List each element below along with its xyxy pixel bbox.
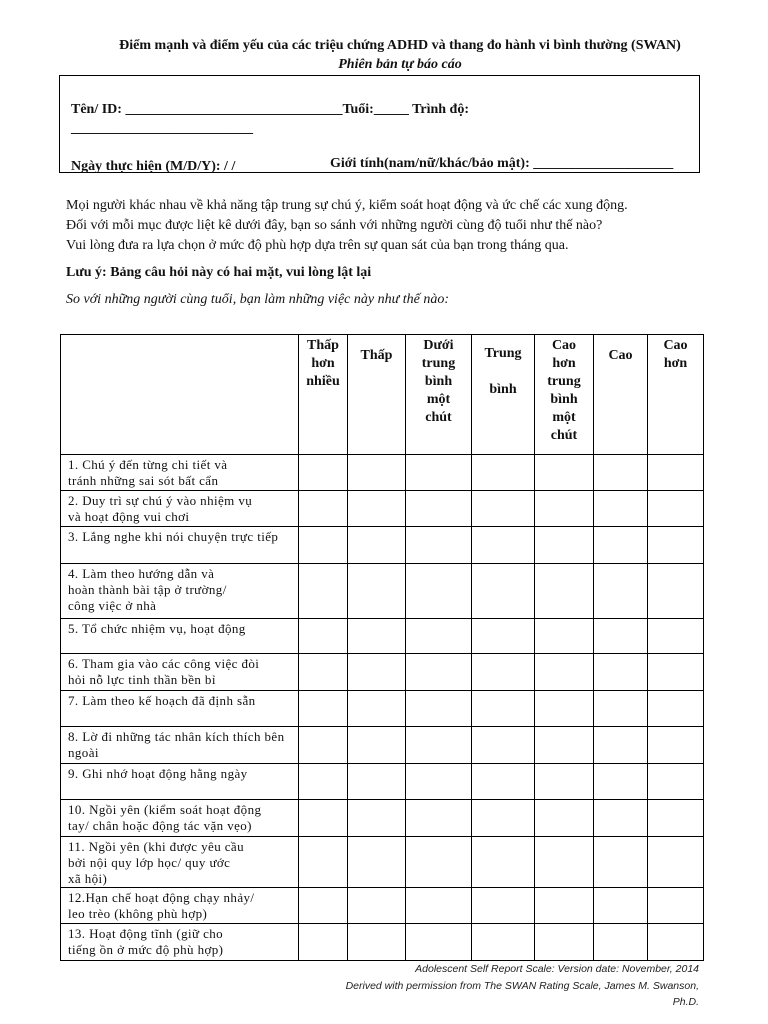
name-age-level-field[interactable]: Tên/ ID: _______________________________Tuổi:_____ Trình độ: (71, 102, 470, 117)
rating-cell[interactable] (299, 800, 348, 837)
rating-cell[interactable] (406, 727, 472, 764)
rating-cell[interactable] (406, 491, 472, 527)
rating-cell[interactable] (594, 888, 648, 924)
column-header: Trung bình (472, 335, 535, 455)
rating-cell[interactable] (406, 564, 472, 619)
rating-cell[interactable] (535, 924, 594, 961)
instruction-line-2: Đối với mỗi mục được liệt kê dưới đây, bạn so sánh với những người cùng độ tuổi như thế nào? (66, 218, 603, 233)
rating-cell[interactable] (535, 654, 594, 691)
table-row (61, 527, 704, 564)
rating-cell[interactable] (648, 800, 704, 837)
column-header: Thấp (348, 335, 406, 455)
rating-cell[interactable] (299, 491, 348, 527)
rating-cell[interactable] (594, 455, 648, 491)
column-header: Dưới trung bình một chút (406, 335, 472, 455)
table-row (61, 619, 704, 654)
table-row (61, 727, 704, 764)
column-header: Thấp hơn nhiều (299, 335, 348, 455)
rating-cell[interactable] (299, 924, 348, 961)
rating-cell[interactable] (535, 764, 594, 800)
rating-cell[interactable] (535, 691, 594, 727)
rating-cell[interactable] (406, 527, 472, 564)
instruction-line-3: Vui lòng đưa ra lựa chọn ở mức độ phù hợp dựa trên sự quan sát của bạn trong tháng qua. (66, 238, 569, 253)
rating-cell[interactable] (472, 527, 535, 564)
item-label: 12.Hạn chế hoạt động chạy nhảy/ leo trèo (không phù hợp) (68, 890, 255, 921)
item-label-cell (61, 691, 299, 727)
date-field[interactable]: Ngày thực hiện (M/D/Y): / / (71, 159, 236, 174)
rating-cell[interactable] (472, 888, 535, 924)
column-header: Cao hơn (648, 335, 704, 455)
rating-cell[interactable] (299, 455, 348, 491)
item-label: 10. Ngồi yên (kiểm soát hoạt động tay/ chân hoặc động tác vặn vẹo) (68, 802, 262, 833)
rating-cell[interactable] (648, 619, 704, 654)
respondent-info-box (59, 75, 700, 173)
rating-cell[interactable] (406, 888, 472, 924)
item-label-cell (61, 455, 299, 491)
rating-cell[interactable] (594, 837, 648, 888)
item-label-cell (61, 888, 299, 924)
item-label: 13. Hoạt động tĩnh (giữ cho tiếng ồn ở mức độ phù hợp) (68, 926, 224, 957)
item-label: 9. Ghi nhớ hoạt động hằng ngày (68, 766, 248, 781)
item-label-cell (61, 727, 299, 764)
rating-cell[interactable] (348, 527, 406, 564)
rating-cell[interactable] (535, 837, 594, 888)
item-label: 2. Duy trì sự chú ý vào nhiệm vụ và hoạt động vui chơi (68, 493, 253, 524)
two-sided-note: Lưu ý: Bảng câu hỏi này có hai mặt, vui lòng lật lại (66, 265, 372, 280)
rating-cell[interactable] (594, 764, 648, 800)
rating-cell[interactable] (406, 691, 472, 727)
table-row (61, 837, 704, 888)
rating-cell[interactable] (348, 800, 406, 837)
rating-cell[interactable] (648, 727, 704, 764)
item-label-cell (61, 837, 299, 888)
rating-cell[interactable] (535, 888, 594, 924)
rating-cell[interactable] (648, 924, 704, 961)
rating-cell[interactable] (348, 727, 406, 764)
rating-cell[interactable] (594, 691, 648, 727)
item-column-header (61, 335, 299, 455)
page-title: Điểm mạnh và điểm yếu của các triệu chứng ADHD và thang đo hành vi bình thường (SWAN) (119, 38, 681, 53)
rating-cell[interactable] (406, 837, 472, 888)
rating-cell[interactable] (299, 691, 348, 727)
item-label-cell (61, 800, 299, 837)
rating-cell[interactable] (648, 888, 704, 924)
rating-cell[interactable] (535, 455, 594, 491)
rating-cell[interactable] (594, 527, 648, 564)
rating-cell[interactable] (472, 924, 535, 961)
table-row (61, 800, 704, 837)
rating-cell[interactable] (535, 619, 594, 654)
item-label: 3. Lắng nghe khi nói chuyện trực tiếp (68, 529, 279, 544)
rating-cell[interactable] (472, 654, 535, 691)
rating-cell[interactable] (648, 764, 704, 800)
rating-table (60, 334, 704, 961)
rating-cell[interactable] (348, 691, 406, 727)
item-label-cell (61, 924, 299, 961)
rating-cell[interactable] (406, 764, 472, 800)
rating-cell[interactable] (299, 727, 348, 764)
rating-cell[interactable] (472, 727, 535, 764)
item-label: 4. Làm theo hướng dẫn và hoàn thành bài tập ở trường/ công việc ở nhà (68, 566, 227, 613)
rating-cell[interactable] (348, 619, 406, 654)
rating-cell[interactable] (299, 764, 348, 800)
rating-cell[interactable] (299, 888, 348, 924)
rating-cell[interactable] (472, 455, 535, 491)
table-row (61, 654, 704, 691)
rating-cell[interactable] (348, 764, 406, 800)
rating-cell[interactable] (299, 619, 348, 654)
rating-cell[interactable] (535, 727, 594, 764)
footer-version: Adolescent Self Report Scale: Version date: November, 2014 (415, 963, 699, 975)
rating-cell[interactable] (406, 455, 472, 491)
rating-cell[interactable] (648, 527, 704, 564)
rating-cell[interactable] (406, 654, 472, 691)
table-row (61, 491, 704, 527)
item-label: 7. Làm theo kế hoạch đã định sẵn (68, 693, 256, 708)
item-label: 1. Chú ý đến từng chi tiết và tránh những sai sót bất cẩn (68, 457, 228, 488)
rating-cell[interactable] (348, 455, 406, 491)
table-row (61, 455, 704, 491)
item-label-cell (61, 564, 299, 619)
rating-cell[interactable] (299, 654, 348, 691)
rating-cell[interactable] (535, 491, 594, 527)
item-label-cell (61, 654, 299, 691)
rating-cell[interactable] (348, 888, 406, 924)
rating-cell[interactable] (472, 619, 535, 654)
item-label-cell (61, 491, 299, 527)
rating-cell[interactable] (648, 654, 704, 691)
item-label: 11. Ngồi yên (khi được yêu cầu bởi nội quy lớp học/ quy ước xã hội) (68, 839, 244, 886)
table-header-row (61, 335, 704, 455)
rating-cell[interactable] (348, 654, 406, 691)
rating-cell[interactable] (648, 491, 704, 527)
rating-cell[interactable] (472, 691, 535, 727)
footer-derivation: Derived with permission from The SWAN Rating Scale, James M. Swanson, (345, 980, 699, 992)
level-continuation-line[interactable]: __________________________ (71, 121, 253, 136)
rating-cell[interactable] (472, 491, 535, 527)
rating-cell[interactable] (348, 924, 406, 961)
rating-cell[interactable] (594, 924, 648, 961)
rating-cell[interactable] (406, 924, 472, 961)
rating-cell[interactable] (472, 837, 535, 888)
table-row (61, 888, 704, 924)
instruction-line-1: Mọi người khác nhau về khả năng tập trung sự chú ý, kiểm soát hoạt động và ức chế các xung động. (66, 198, 628, 213)
gender-field[interactable]: Giới tính(nam/nữ/khác/bảo mật): ____________________ (330, 156, 674, 171)
table-row (61, 691, 704, 727)
item-label-cell (61, 764, 299, 800)
rating-cell[interactable] (472, 564, 535, 619)
rating-cell[interactable] (406, 800, 472, 837)
rating-cell[interactable] (594, 727, 648, 764)
column-header: Cao (594, 335, 648, 455)
rating-cell[interactable] (648, 691, 704, 727)
table-row (61, 564, 704, 619)
rating-cell[interactable] (406, 619, 472, 654)
rating-cell[interactable] (299, 527, 348, 564)
item-label-cell (61, 619, 299, 654)
table-row (61, 924, 704, 961)
comparison-prompt: So với những người cùng tuổi, bạn làm những việc này như thế nào: (66, 292, 449, 307)
page-subtitle: Phiên bản tự báo cáo (338, 57, 462, 72)
item-label: 8. Lờ đi những tác nhân kích thích bên ngoài (68, 729, 285, 760)
rating-cell[interactable] (348, 564, 406, 619)
rating-cell[interactable] (299, 837, 348, 888)
item-label: 6. Tham gia vào các công việc đòi hỏi nỗ lực tinh thần bền bỉ (68, 656, 260, 687)
table-row (61, 764, 704, 800)
rating-cell[interactable] (535, 564, 594, 619)
rating-cell[interactable] (535, 527, 594, 564)
rating-cell[interactable] (299, 564, 348, 619)
rating-cell[interactable] (594, 800, 648, 837)
rating-cell[interactable] (472, 800, 535, 837)
rating-cell[interactable] (648, 455, 704, 491)
rating-cell[interactable] (594, 619, 648, 654)
instructions (66, 196, 628, 256)
column-header: Cao hơn trung bình một chút (535, 335, 594, 455)
rating-cell[interactable] (594, 491, 648, 527)
rating-cell[interactable] (472, 764, 535, 800)
rating-cell[interactable] (594, 564, 648, 619)
footer-credential: Ph.D. (672, 996, 699, 1008)
rating-cell[interactable] (348, 837, 406, 888)
rating-cell[interactable] (648, 837, 704, 888)
rating-cell[interactable] (594, 654, 648, 691)
rating-cell[interactable] (648, 564, 704, 619)
item-label: 5. Tổ chức nhiệm vụ, hoạt động (68, 621, 246, 636)
rating-cell[interactable] (535, 800, 594, 837)
rating-cell[interactable] (348, 491, 406, 527)
item-label-cell (61, 527, 299, 564)
